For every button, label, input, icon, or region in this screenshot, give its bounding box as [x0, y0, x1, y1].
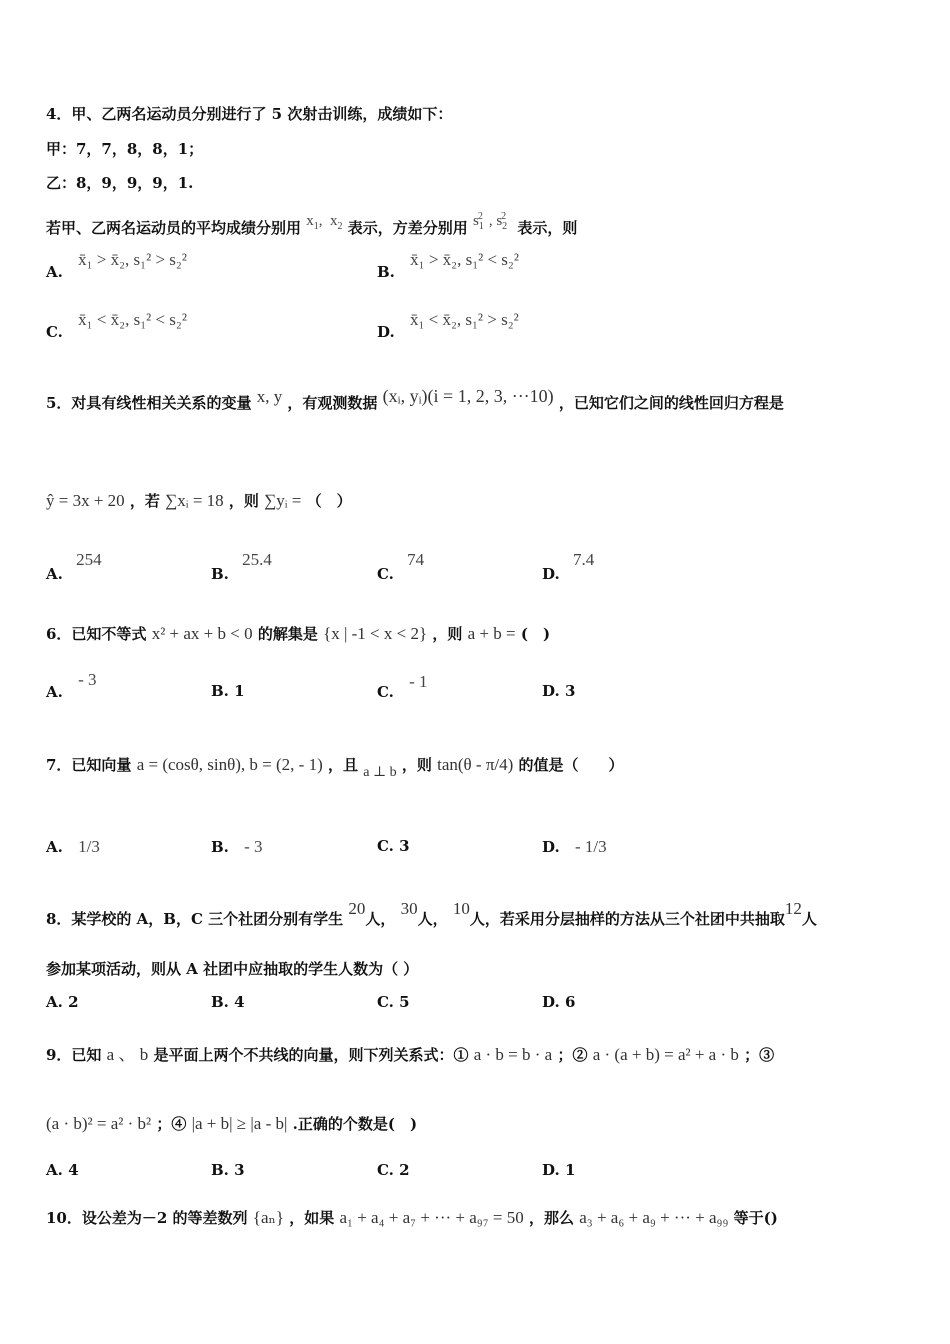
q8-option-c[interactable]: [377, 993, 410, 1011]
q5-sum-y: ∑yᵢ =: [264, 491, 302, 510]
q8-count-b: 30: [400, 899, 418, 918]
q5-option-a[interactable]: [46, 550, 102, 584]
q5-stem: [46, 386, 784, 413]
q10-target: a₃ + a₆ + a₉ + ··· + a₉₉: [579, 1208, 729, 1227]
q8-stem-b: 人，若采用分层抽样的方法从三个社团中共抽取: [469, 910, 785, 928]
option-value: 3: [234, 1161, 245, 1179]
q6-stem-c: ，则: [432, 625, 463, 643]
q10-sequence: {aₙ}: [252, 1208, 285, 1227]
option-letter: A.: [46, 1161, 63, 1179]
option-value: - 3: [244, 837, 263, 856]
q9-relation-3: (a · b)² = a² · b²: [46, 1114, 152, 1133]
q6-stem-a: 6．已知不等式: [46, 625, 147, 643]
option-value: 2: [399, 1161, 410, 1179]
option-value: x̄₁ > x̄₂, s₁² < s₂²: [410, 250, 519, 269]
q9-relation-4: |a + b| ≥ |a - b|: [191, 1114, 288, 1133]
q7-option-b[interactable]: [211, 837, 263, 857]
q4-prompt-a: 若甲、乙两名运动员的平均成绩分别用: [46, 219, 302, 237]
option-value: 1: [564, 1161, 576, 1179]
option-letter: C.: [46, 323, 63, 341]
q8-stem-c: 人: [801, 910, 817, 928]
q5-sum-x: ∑xᵢ = 18: [165, 491, 224, 510]
q10-stem-c: ，那么: [528, 1209, 574, 1227]
q8-sample-size: 12: [784, 899, 802, 918]
option-letter: C.: [377, 683, 394, 701]
option-value: - 3: [78, 670, 97, 689]
q7-option-c[interactable]: [377, 837, 410, 855]
q7-vectors: a = (cosθ, sinθ), b = (2, - 1): [136, 755, 323, 774]
q6-sum: a + b =: [467, 624, 516, 643]
q4-mean-symbols: $x_1$, $x_2$: [306, 213, 343, 232]
option-letter: D.: [542, 565, 560, 583]
q4-stem: 4．甲、乙两名运动员分别进行了 5 次射击训练，成绩如下：: [46, 105, 453, 123]
q8-option-d[interactable]: [542, 993, 575, 1011]
option-value: x̄₁ > x̄₂, s₁² > s₂²: [78, 250, 187, 269]
q8-unit: 人，: [417, 910, 448, 928]
option-value: 2: [68, 993, 79, 1011]
q6-option-c[interactable]: [377, 672, 428, 702]
q10-stem-d: 等于(): [733, 1209, 778, 1227]
q4-var-symbols: $s_1^2$ , $s_2^2$: [472, 211, 508, 232]
option-letter: A.: [46, 565, 63, 583]
q5-regression-eq: ŷ = 3x + 20: [46, 491, 125, 510]
q7-option-d[interactable]: [542, 837, 607, 857]
q6-stem-b: 的解集是: [257, 625, 318, 643]
q9-stem-d: ；③: [744, 1046, 775, 1064]
q5-equation-line: [46, 490, 352, 511]
q4-row-jia: 甲：7，7，8，8，1；: [46, 140, 204, 158]
option-letter: A.: [46, 263, 63, 281]
option-value: 6: [564, 993, 576, 1011]
q10-stem-a: 10．设公差为－2 的等差数列: [46, 1209, 248, 1227]
q9-stem-a: 9．已知: [46, 1046, 102, 1064]
q6-option-d[interactable]: [542, 682, 575, 700]
q6-option-a[interactable]: [46, 670, 97, 702]
q9-stem-b: 是平面上两个不共线的向量，则下列关系式：①: [153, 1046, 469, 1064]
q8-count-a: 20: [348, 899, 366, 918]
option-value: 7.4: [572, 550, 595, 569]
q9-relation-1: a · b = b · a: [473, 1045, 553, 1064]
q7-stem-d: 的值是（ ）: [518, 756, 624, 774]
option-letter: A.: [46, 993, 63, 1011]
q6-option-b[interactable]: [211, 682, 245, 700]
option-value: 4: [68, 1161, 79, 1179]
q9-option-b[interactable]: [211, 1161, 245, 1179]
option-letter: D.: [542, 682, 560, 700]
option-value: 4: [234, 993, 245, 1011]
option-letter: A.: [46, 838, 63, 856]
q4-prompt-c: 表示，则: [517, 219, 578, 237]
option-letter: C.: [377, 837, 394, 855]
option-value: 1/3: [78, 837, 100, 856]
q5-vars: x, y: [256, 387, 283, 406]
q5-stem-c: ，已知它们之间的线性回归方程是: [558, 394, 784, 412]
q9-option-a[interactable]: [46, 1161, 79, 1179]
q9-stem-c: ；②: [557, 1046, 588, 1064]
q4-option-b[interactable]: [377, 250, 519, 282]
q9-option-d[interactable]: [542, 1161, 575, 1179]
option-value: 25.4: [242, 550, 272, 569]
q5-then: ，则: [228, 492, 259, 510]
q5-stem-b: ，有观测数据: [287, 394, 378, 412]
q7-stem-c: ，则: [401, 756, 432, 774]
option-letter: B.: [211, 1161, 229, 1179]
q5-option-d[interactable]: [542, 550, 595, 584]
option-letter: B.: [211, 682, 229, 700]
option-letter: B.: [377, 263, 395, 281]
q7-stem-a: 7．已知向量: [46, 756, 132, 774]
q5-option-b[interactable]: [211, 550, 272, 584]
q9-stem-e: ；④: [156, 1115, 187, 1133]
q5-option-c[interactable]: [377, 550, 425, 584]
option-letter: B.: [211, 993, 229, 1011]
q4-prompt-b: 表示，方差分别用: [347, 219, 468, 237]
q9-option-c[interactable]: [377, 1161, 410, 1179]
q8-stem-a: 8．某学校的 A，B，C 三个社团分别有学生: [46, 910, 344, 928]
q7-perp: a ⊥ b: [363, 765, 397, 780]
q4-option-c[interactable]: [46, 310, 187, 342]
option-value: 5: [399, 993, 410, 1011]
option-letter: A.: [46, 683, 63, 701]
q5-data-expr: (xᵢ, yᵢ)(i = 1, 2, 3, ···10): [382, 386, 554, 406]
q7-stem: [46, 754, 624, 780]
option-value: 1: [234, 682, 245, 700]
option-value: 74: [407, 550, 425, 569]
q8-unit: 人，: [365, 910, 396, 928]
option-letter: B.: [211, 565, 229, 583]
option-letter: C.: [377, 1161, 394, 1179]
option-letter: D.: [542, 993, 560, 1011]
q5-stem-a: 5．对具有线性相关关系的变量: [46, 394, 252, 412]
option-letter: B.: [211, 838, 229, 856]
q10-condition: a₁ + a₄ + a₇ + ··· + a₉₇ = 50: [339, 1208, 524, 1227]
q10-stem: [46, 1207, 778, 1228]
q6-inequality: x² + ax + b < 0: [151, 624, 253, 643]
q8-stem: [46, 899, 817, 929]
q9-relation-2: a · (a + b) = a² + a · b: [592, 1045, 739, 1064]
q5-if: ，若: [129, 492, 160, 510]
option-letter: C.: [377, 993, 394, 1011]
option-value: - 1/3: [574, 837, 607, 856]
option-value: x̄₁ < x̄₂, s₁² > s₂²: [409, 310, 519, 329]
q10-stem-b: ，如果: [289, 1209, 335, 1227]
q6-stem: [46, 623, 550, 644]
option-value: x̄₁ < x̄₂, s₁² < s₂²: [78, 310, 187, 329]
q6-solution-set: {x | -1 < x < 2}: [323, 624, 428, 643]
option-value: 3: [399, 837, 410, 855]
q8-count-c: 10: [452, 899, 470, 918]
q4-option-d[interactable]: [377, 310, 519, 342]
option-letter: D.: [542, 838, 560, 856]
option-value: - 1: [409, 672, 428, 691]
option-letter: D.: [377, 323, 395, 341]
q9-stem: [46, 1040, 774, 1065]
q4-row-yi: 乙：8，9，9，9，1.: [46, 174, 194, 192]
q4-prompt: [46, 211, 578, 240]
q7-option-a[interactable]: [46, 837, 100, 857]
option-value: 3: [564, 682, 576, 700]
q5-paren: （ ）: [306, 492, 352, 510]
option-letter: C.: [377, 565, 394, 583]
q8-line2: 参加某项活动，则从 A 社团中应抽取的学生人数为（ ）: [46, 960, 419, 978]
q9-vectors: a 、 b: [106, 1045, 149, 1064]
option-letter: D.: [542, 1161, 560, 1179]
option-value: 254: [76, 550, 102, 569]
q7-stem-b: ，且: [327, 756, 358, 774]
q8-option-b[interactable]: [211, 993, 245, 1011]
q9-stem-line2: [46, 1113, 417, 1134]
q4-option-a[interactable]: [46, 250, 187, 282]
q9-stem-f: .正确的个数是( ): [292, 1115, 418, 1133]
q8-option-a[interactable]: [46, 993, 79, 1011]
q6-paren: ( ): [520, 625, 551, 643]
q7-tan-expr: tan(θ - π/4): [437, 755, 514, 774]
